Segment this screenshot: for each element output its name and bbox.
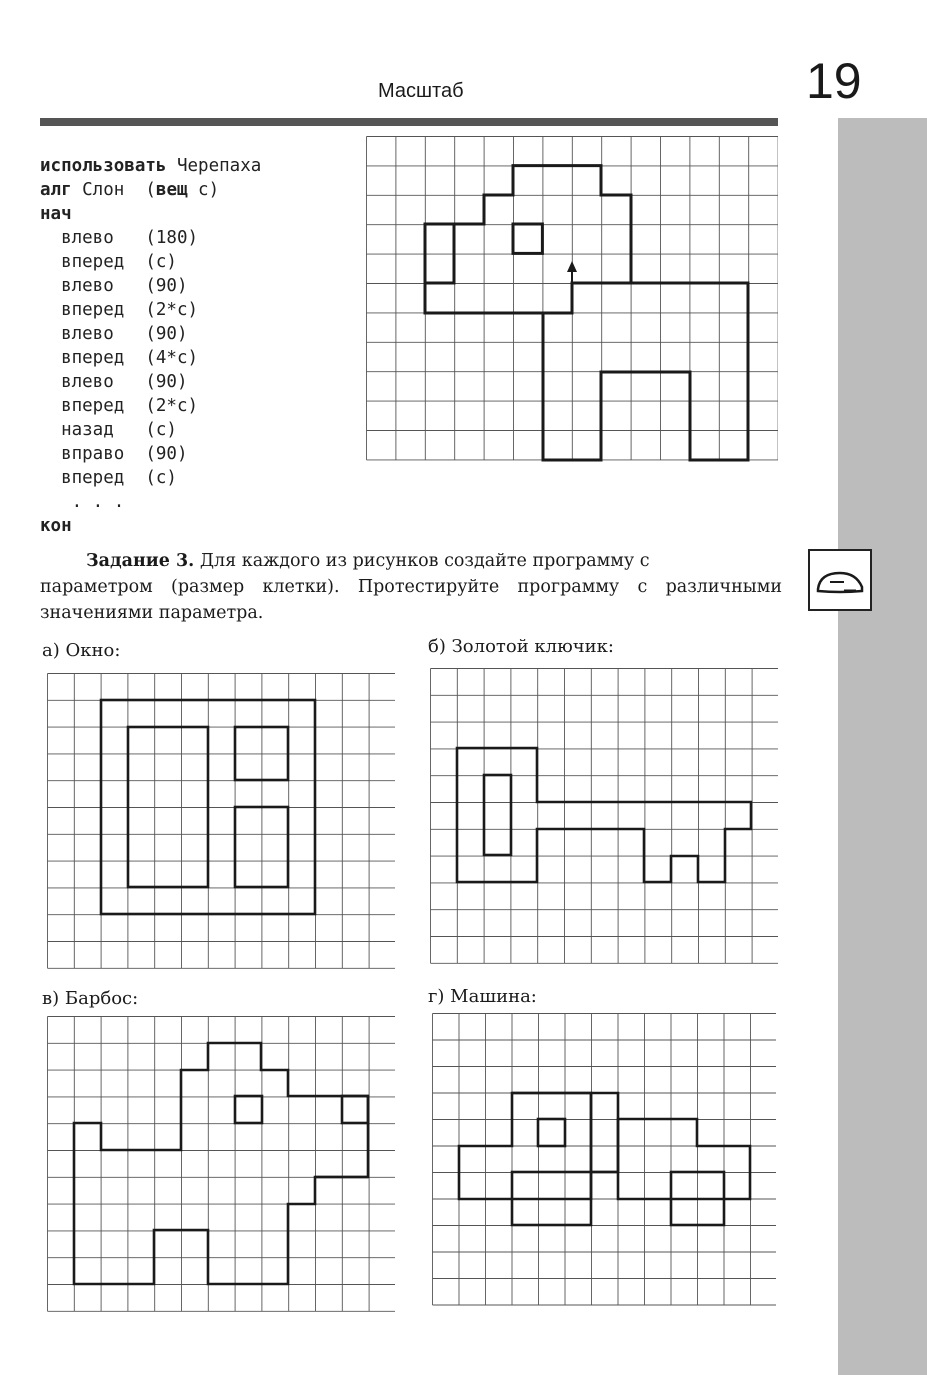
dog-grid bbox=[47, 1016, 395, 1312]
alg-name: Слон ( bbox=[71, 180, 156, 200]
code-line: вперед (2*с) bbox=[40, 300, 199, 320]
task-label: Задание 3. bbox=[86, 551, 195, 571]
window-pane-left bbox=[128, 727, 208, 887]
keyword-begin: нач bbox=[40, 204, 72, 224]
code-line: влево (90) bbox=[40, 372, 188, 392]
key-hole bbox=[484, 775, 511, 855]
code-line: вперед (2*с) bbox=[40, 396, 199, 416]
key-outline bbox=[457, 748, 751, 882]
keyword-alg: алг bbox=[40, 180, 72, 200]
elephant-eye bbox=[513, 224, 542, 253]
car-trailer bbox=[618, 1119, 750, 1199]
dog-eye bbox=[235, 1096, 262, 1123]
figure-label-dog: в) Барбос: bbox=[42, 988, 139, 1009]
figure-label-key: б) Золотой ключик: bbox=[428, 636, 614, 657]
header-rule bbox=[40, 118, 778, 126]
car-grid bbox=[432, 1013, 776, 1307]
code-listing bbox=[40, 154, 261, 538]
figure-label-window: а) Окно: bbox=[42, 640, 121, 661]
code-line: влево (90) bbox=[40, 324, 188, 344]
code-line: вперед (с) bbox=[40, 252, 177, 272]
dog-nose bbox=[342, 1096, 368, 1123]
elephant-outline bbox=[425, 166, 631, 313]
page-number: 19 bbox=[806, 53, 862, 109]
keyword-end: кон bbox=[40, 516, 72, 536]
grid-lines bbox=[433, 1014, 777, 1306]
keyword-use: использовать bbox=[40, 156, 167, 176]
grid-lines bbox=[48, 1017, 396, 1312]
task-text-line1: Для каждого из рисунков создайте программу с bbox=[194, 551, 650, 571]
code-line: влево (180) bbox=[40, 228, 199, 248]
figure-label-car: г) Машина: bbox=[428, 986, 537, 1007]
grid-lines bbox=[431, 669, 779, 964]
code-line: влево (90) bbox=[40, 276, 188, 296]
executor-name: Черепаха bbox=[166, 156, 262, 176]
mouse-icon bbox=[808, 549, 872, 611]
arrow-up-icon bbox=[567, 261, 577, 313]
dog-outline bbox=[74, 1043, 368, 1284]
alg-arg: с) bbox=[187, 180, 220, 200]
code-line: назад (с) bbox=[40, 420, 177, 440]
grid-lines bbox=[48, 674, 396, 969]
car-window bbox=[538, 1119, 565, 1146]
key-grid bbox=[430, 668, 778, 964]
task-3 bbox=[40, 548, 782, 626]
window-grid bbox=[47, 673, 395, 971]
keyword-real: вещ bbox=[155, 180, 188, 200]
code-line: вперед (с) bbox=[40, 468, 177, 488]
section-title: Масштаб bbox=[378, 80, 464, 102]
margin-strip bbox=[838, 118, 927, 1375]
task-text: параметром (размер клетки). Протестируйте программу с различными значениями параметра. bbox=[40, 577, 782, 623]
code-line: . . . bbox=[40, 492, 125, 512]
code-line: вперед (4*с) bbox=[40, 348, 199, 368]
elephant-trunk bbox=[425, 224, 454, 313]
elephant-grid bbox=[366, 136, 778, 462]
code-line: вправо (90) bbox=[40, 444, 188, 464]
